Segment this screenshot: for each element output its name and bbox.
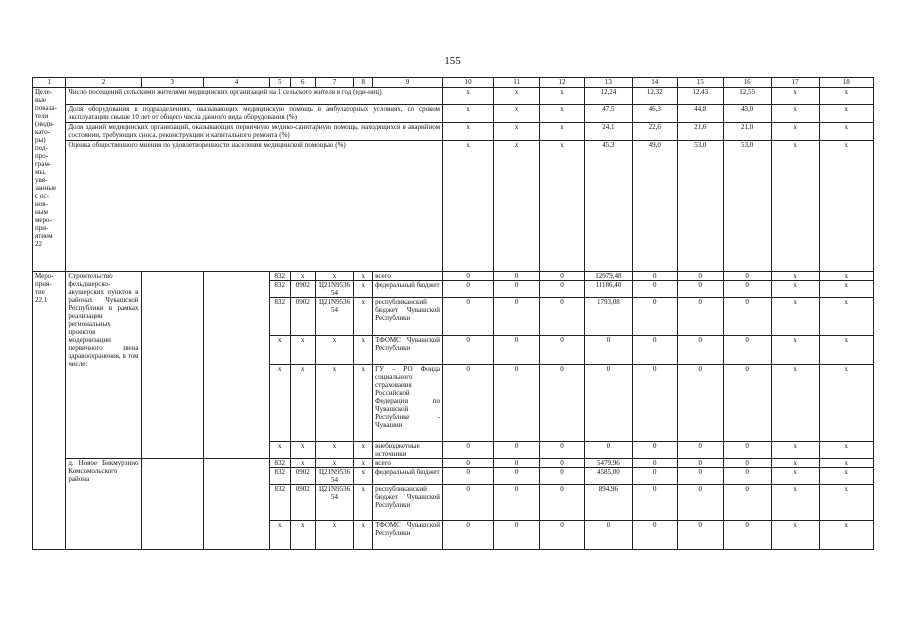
column-number: 9 [373, 78, 443, 88]
code-cell: 0902 [290, 298, 315, 336]
value-cell: 0 [494, 365, 540, 442]
value-cell: x [819, 272, 873, 281]
value-cell: 4585,00 [584, 468, 632, 485]
code-cell: 832 [269, 272, 290, 281]
code-cell: x [354, 521, 373, 550]
value-cell: x [494, 141, 540, 272]
value-cell: 12,43 [677, 88, 723, 105]
value-cell: 0 [540, 485, 585, 521]
value-cell: 0 [632, 468, 677, 485]
value-cell: x [540, 123, 585, 141]
value-cell: 0 [540, 365, 585, 442]
value-cell: 0 [540, 442, 585, 459]
column-number: 18 [819, 78, 873, 88]
value-cell: 0 [632, 281, 677, 298]
funding-source: федеральный бюджет [373, 281, 443, 298]
value-cell: x [771, 336, 819, 365]
column-number: 7 [315, 78, 354, 88]
value-cell: x [819, 521, 873, 550]
code-cell: x [315, 365, 354, 442]
code-cell: x [315, 521, 354, 550]
value-cell: 0 [540, 521, 585, 550]
code-cell: x [315, 459, 354, 468]
value-cell: 0 [584, 521, 632, 550]
measure-name: Строительство фельдшерско-акушерских пунктов в районах Чувашской Республики в рамках реализации региональных проектов модернизации первичного звена здравоохранения, в том числе: [66, 272, 141, 459]
code-cell: x [354, 281, 373, 298]
value-cell: 0 [632, 298, 677, 336]
value-cell: x [819, 88, 873, 105]
value-cell: 0 [632, 272, 677, 281]
value-cell: 1793,08 [584, 298, 632, 336]
value-cell: x [443, 105, 494, 123]
funding-source: ГУ – РО Фонда социального страхования Российской Федерации по Чувашской Республике - Чувашии [373, 365, 443, 442]
value-cell: 0 [677, 442, 723, 459]
value-cell: x [771, 365, 819, 442]
value-cell: 0 [494, 281, 540, 298]
value-cell: 0 [632, 459, 677, 468]
code-cell: x [269, 442, 290, 459]
value-cell: 894,96 [584, 485, 632, 521]
code-cell: 0902 [290, 281, 315, 298]
value-cell: 0 [723, 365, 771, 442]
measure-name: д. Новое Бикмурзино Комсомольского района [66, 459, 141, 550]
value-cell: x [819, 485, 873, 521]
value-cell: 0 [723, 298, 771, 336]
value-cell: 0 [632, 365, 677, 442]
value-cell: x [819, 365, 873, 442]
value-cell: 0 [584, 442, 632, 459]
value-cell: x [771, 88, 819, 105]
value-cell: x [494, 88, 540, 105]
value-cell: x [819, 459, 873, 468]
indicator-text: Доля зданий медицинских организаций, оказывающих первичную медико-санитарную помощь, находящихся в аварийном состоянии, требующих сноса, реконструкции и капитального ремонта (%) [66, 123, 443, 141]
value-cell: x [819, 468, 873, 485]
value-cell: x [819, 442, 873, 459]
indicator-row [33, 123, 874, 141]
value-cell: x [819, 281, 873, 298]
indicator-text: Число посещений сельскими жителями медицинских организаций на 1 сельского жителя в год (еди-ниц) [66, 88, 443, 105]
value-cell: 46,3 [632, 105, 677, 123]
column-number: 14 [632, 78, 677, 88]
funding-source: ТФОМС Чувашской Республики [373, 521, 443, 550]
value-cell: 0 [443, 281, 494, 298]
value-cell: 0 [494, 459, 540, 468]
value-cell: 53,0 [677, 141, 723, 272]
code-cell: x [315, 442, 354, 459]
value-cell: 0 [443, 485, 494, 521]
value-cell: x [771, 442, 819, 459]
value-cell: x [494, 105, 540, 123]
value-cell: 0 [443, 459, 494, 468]
column-number: 1 [33, 78, 66, 88]
value-cell: 0 [677, 298, 723, 336]
indicator-row [33, 105, 874, 123]
value-cell: x [819, 141, 873, 272]
value-cell: x [771, 459, 819, 468]
column-number: 16 [723, 78, 771, 88]
code-cell: x [269, 365, 290, 442]
value-cell: x [771, 281, 819, 298]
value-cell: 0 [677, 336, 723, 365]
value-cell: 0 [443, 468, 494, 485]
value-cell: x [771, 485, 819, 521]
funding-source: республиканский бюджет Чувашской Республики [373, 485, 443, 521]
code-cell: x [354, 298, 373, 336]
funding-source: всего [373, 459, 443, 468]
value-cell: x [494, 123, 540, 141]
column-number: 5 [269, 78, 290, 88]
code-cell: Ц21N9536 54 [315, 468, 354, 485]
value-cell: 0 [443, 442, 494, 459]
funding-source: республиканский бюджет Чувашской Республики [373, 298, 443, 336]
indicator-text: Оценка общественного мнения по удовлетворенности населения медицинской помощью (%) [66, 141, 443, 272]
empty-cell [141, 459, 204, 550]
value-cell: x [771, 468, 819, 485]
value-cell: 0 [723, 468, 771, 485]
measure-label: Меро- прия- тие 22.1 [33, 272, 66, 550]
value-cell: 0 [584, 365, 632, 442]
value-cell: 0 [443, 298, 494, 336]
value-cell: 49,0 [632, 141, 677, 272]
page-number: 155 [444, 55, 461, 67]
finance-row [33, 459, 874, 468]
value-cell: 12,32 [632, 88, 677, 105]
value-cell: 0 [584, 336, 632, 365]
value-cell: 0 [632, 336, 677, 365]
value-cell: x [540, 105, 585, 123]
value-cell: 0 [677, 459, 723, 468]
code-cell: 832 [269, 281, 290, 298]
value-cell: 0 [632, 442, 677, 459]
code-cell: x [354, 459, 373, 468]
indicator-label: Целе- вые показа- тели (инди- като- ры) под- про- грам- мы, увя- занные с ос- нов- ным меро- при- ятием 22 [33, 88, 66, 272]
value-cell: 11186,40 [584, 281, 632, 298]
column-number: 8 [354, 78, 373, 88]
value-cell: x [771, 141, 819, 272]
value-cell: 0 [540, 281, 585, 298]
value-cell: 53,0 [723, 141, 771, 272]
column-number: 2 [66, 78, 141, 88]
empty-cell [141, 272, 204, 459]
value-cell: 0 [677, 468, 723, 485]
value-cell: 0 [494, 272, 540, 281]
column-number: 3 [141, 78, 204, 88]
value-cell: 45,3 [584, 141, 632, 272]
value-cell: 0 [677, 521, 723, 550]
value-cell: 21,0 [723, 123, 771, 141]
code-cell: x [315, 272, 354, 281]
value-cell: 0 [494, 442, 540, 459]
column-number: 15 [677, 78, 723, 88]
funding-source: всего [373, 272, 443, 281]
code-cell: x [354, 485, 373, 521]
value-cell: x [771, 272, 819, 281]
value-cell: 0 [723, 272, 771, 281]
code-cell: x [269, 336, 290, 365]
column-number: 12 [540, 78, 585, 88]
finance-row [33, 272, 874, 281]
value-cell: 0 [443, 521, 494, 550]
value-cell: 0 [723, 281, 771, 298]
code-cell: x [354, 272, 373, 281]
funding-source: внебюджетные источники [373, 442, 443, 459]
value-cell: 0 [443, 365, 494, 442]
value-cell: x [540, 141, 585, 272]
value-cell: x [771, 105, 819, 123]
value-cell: 43,0 [723, 105, 771, 123]
value-cell: 0 [494, 336, 540, 365]
funding-source: федеральный бюджет [373, 468, 443, 485]
value-cell: x [771, 521, 819, 550]
code-cell: 832 [269, 468, 290, 485]
value-cell: 22,6 [632, 123, 677, 141]
code-cell: Ц21N9536 54 [315, 298, 354, 336]
indicator-row [33, 88, 874, 105]
value-cell: 0 [494, 298, 540, 336]
value-cell: 12,55 [723, 88, 771, 105]
code-cell: 832 [269, 459, 290, 468]
value-cell: 0 [677, 485, 723, 521]
code-cell: x [354, 468, 373, 485]
code-cell: x [290, 442, 315, 459]
column-number: 10 [443, 78, 494, 88]
value-cell: x [771, 298, 819, 336]
value-cell: 0 [677, 272, 723, 281]
value-cell: x [819, 336, 873, 365]
value-cell: 44,8 [677, 105, 723, 123]
indicator-text: Доля оборудования в подразделениях, оказывающих медицинскую помощь в амбулаторных условиях, со сроком эксплуатации свыше 10 лет от общего числа данного вида оборудования (%) [66, 105, 443, 123]
code-cell: x [269, 521, 290, 550]
value-cell: 0 [540, 459, 585, 468]
value-cell: 0 [632, 485, 677, 521]
value-cell: 0 [723, 485, 771, 521]
funding-source: ТФОМС Чувашской Республики [373, 336, 443, 365]
value-cell: 0 [540, 468, 585, 485]
value-cell: 12979,48 [584, 272, 632, 281]
value-cell: 0 [723, 442, 771, 459]
value-cell: 0 [540, 336, 585, 365]
value-cell: x [443, 141, 494, 272]
column-number: 4 [204, 78, 270, 88]
code-cell: 0902 [290, 468, 315, 485]
column-number: 11 [494, 78, 540, 88]
code-cell: 0902 [290, 485, 315, 521]
value-cell: 24,1 [584, 123, 632, 141]
header-row [33, 78, 874, 88]
value-cell: x [443, 123, 494, 141]
value-cell: 0 [632, 521, 677, 550]
value-cell: 47,5 [584, 105, 632, 123]
value-cell: x [540, 88, 585, 105]
code-cell: Ц21N9536 54 [315, 485, 354, 521]
value-cell: 0 [723, 521, 771, 550]
code-cell: x [354, 442, 373, 459]
value-cell: x [819, 298, 873, 336]
code-cell: x [354, 336, 373, 365]
code-cell: x [354, 365, 373, 442]
code-cell: 832 [269, 485, 290, 521]
value-cell: x [819, 123, 873, 141]
value-cell: 0 [677, 281, 723, 298]
program-table [32, 77, 874, 550]
code-cell: x [315, 336, 354, 365]
table-body [33, 78, 874, 550]
column-number: 17 [771, 78, 819, 88]
code-cell: 832 [269, 298, 290, 336]
value-cell: 0 [494, 485, 540, 521]
value-cell: 0 [677, 365, 723, 442]
value-cell: 5479,96 [584, 459, 632, 468]
code-cell: x [290, 272, 315, 281]
code-cell: x [290, 459, 315, 468]
code-cell: x [290, 336, 315, 365]
code-cell: x [290, 521, 315, 550]
column-number: 6 [290, 78, 315, 88]
indicator-row [33, 141, 874, 272]
value-cell: x [443, 88, 494, 105]
value-cell: 0 [540, 272, 585, 281]
code-cell: x [290, 365, 315, 442]
value-cell: 0 [723, 459, 771, 468]
value-cell: 0 [540, 298, 585, 336]
value-cell: 0 [723, 336, 771, 365]
value-cell: 0 [443, 272, 494, 281]
empty-cell [204, 459, 270, 550]
value-cell: 12,24 [584, 88, 632, 105]
empty-cell [204, 272, 270, 459]
value-cell: x [771, 123, 819, 141]
value-cell: 0 [494, 468, 540, 485]
value-cell: 0 [443, 336, 494, 365]
value-cell: 21,6 [677, 123, 723, 141]
value-cell: 0 [494, 521, 540, 550]
column-number: 13 [584, 78, 632, 88]
value-cell: x [819, 105, 873, 123]
code-cell: Ц21N9536 54 [315, 281, 354, 298]
